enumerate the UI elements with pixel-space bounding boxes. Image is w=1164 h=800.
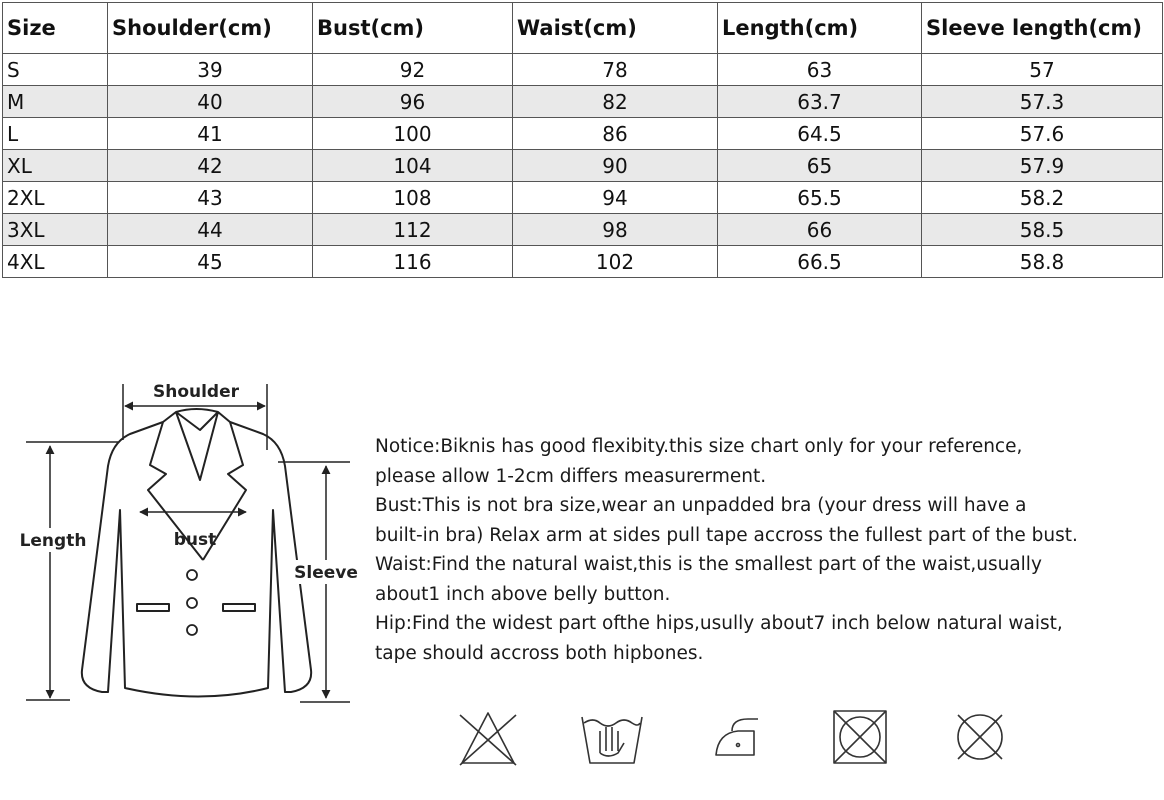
cell-sleeve-length: 58.2	[922, 182, 1163, 214]
cell-bust: 112	[313, 214, 513, 246]
header-sleeve-length: Sleeve length(cm)	[922, 3, 1163, 54]
jacket-buttons	[187, 570, 197, 635]
header-length: Length(cm)	[718, 3, 922, 54]
jacket-outline	[82, 409, 311, 697]
cell-size: 2XL	[3, 182, 108, 214]
shoulder-label: Shoulder	[152, 382, 240, 402]
cell-sleeve-length: 57.3	[922, 86, 1163, 118]
table-row	[3, 214, 1163, 246]
notice-line: please allow 1-2cm differs measurerment.	[375, 465, 767, 487]
cell-sleeve-length: 58.8	[922, 246, 1163, 278]
cell-shoulder: 42	[108, 150, 313, 182]
iron-icon	[716, 719, 758, 755]
do-not-dry-clean-icon	[958, 715, 1002, 759]
do-not-bleach-icon	[460, 713, 516, 765]
cell-waist: 94	[513, 182, 718, 214]
cell-size: M	[3, 86, 108, 118]
notice-line: built-in bra) Relax arm at sides pull tape accross the fullest part of the bust.	[375, 524, 1078, 546]
hand-wash-icon	[582, 717, 642, 763]
cell-bust: 108	[313, 182, 513, 214]
cell-bust: 116	[313, 246, 513, 278]
cell-waist: 86	[513, 118, 718, 150]
bust-label: bust	[173, 530, 217, 550]
cell-size: L	[3, 118, 108, 150]
notice-line: tape should accross both hipbones.	[375, 642, 704, 664]
cell-length: 66	[718, 214, 922, 246]
cell-bust: 100	[313, 118, 513, 150]
cell-bust: 92	[313, 54, 513, 86]
jacket-measurement-diagram	[0, 370, 370, 715]
cell-waist: 98	[513, 214, 718, 246]
cell-shoulder: 44	[108, 214, 313, 246]
notice-line: Bust:This is not bra size,wear an unpadded bra (your dress will have a	[375, 495, 1027, 516]
cell-shoulder: 40	[108, 86, 313, 118]
cell-length: 63.7	[718, 86, 922, 118]
header-size: Size	[3, 3, 108, 54]
notice-line: Notice:Biknis has good flexibity.this size chart only for your reference,	[375, 436, 1023, 457]
table-row	[3, 150, 1163, 182]
table-row	[3, 118, 1163, 150]
table-body	[3, 54, 1163, 278]
cell-size: 3XL	[3, 214, 108, 246]
cell-shoulder: 45	[108, 246, 313, 278]
length-label: Length	[19, 531, 87, 551]
do-not-tumble-dry-icon	[834, 711, 886, 763]
size-chart-table	[2, 2, 1163, 278]
cell-length: 64.5	[718, 118, 922, 150]
table-row	[3, 182, 1163, 214]
notice-line: about1 inch above belly button.	[375, 583, 671, 605]
cell-waist: 90	[513, 150, 718, 182]
sleeve-label: Sleeve	[294, 563, 358, 583]
cell-bust: 96	[313, 86, 513, 118]
notice-line: Waist:Find the natural waist,this is the smallest part of the waist,usually	[375, 554, 1042, 575]
cell-size: XL	[3, 150, 108, 182]
header-shoulder: Shoulder(cm)	[108, 3, 313, 54]
cell-waist: 102	[513, 246, 718, 278]
cell-waist: 82	[513, 86, 718, 118]
cell-length: 63	[718, 54, 922, 86]
measurement-notice	[375, 432, 1160, 668]
cell-size: 4XL	[3, 246, 108, 278]
table-row	[3, 54, 1163, 86]
care-icons-row	[454, 705, 1044, 775]
cell-shoulder: 41	[108, 118, 313, 150]
cell-length: 66.5	[718, 246, 922, 278]
notice-line: Hip:Find the widest part ofthe hips,usully about7 inch below natural waist,	[375, 613, 1063, 634]
table-row	[3, 86, 1163, 118]
cell-size: S	[3, 54, 108, 86]
header-waist: Waist(cm)	[513, 3, 718, 54]
cell-bust: 104	[313, 150, 513, 182]
header-bust: Bust(cm)	[313, 3, 513, 54]
cell-shoulder: 39	[108, 54, 313, 86]
cell-sleeve-length: 57	[922, 54, 1163, 86]
cell-waist: 78	[513, 54, 718, 86]
cell-sleeve-length: 57.6	[922, 118, 1163, 150]
cell-length: 65	[718, 150, 922, 182]
cell-sleeve-length: 58.5	[922, 214, 1163, 246]
table-header-row	[3, 3, 1163, 54]
table-row	[3, 246, 1163, 278]
cell-length: 65.5	[718, 182, 922, 214]
cell-shoulder: 43	[108, 182, 313, 214]
cell-sleeve-length: 57.9	[922, 150, 1163, 182]
